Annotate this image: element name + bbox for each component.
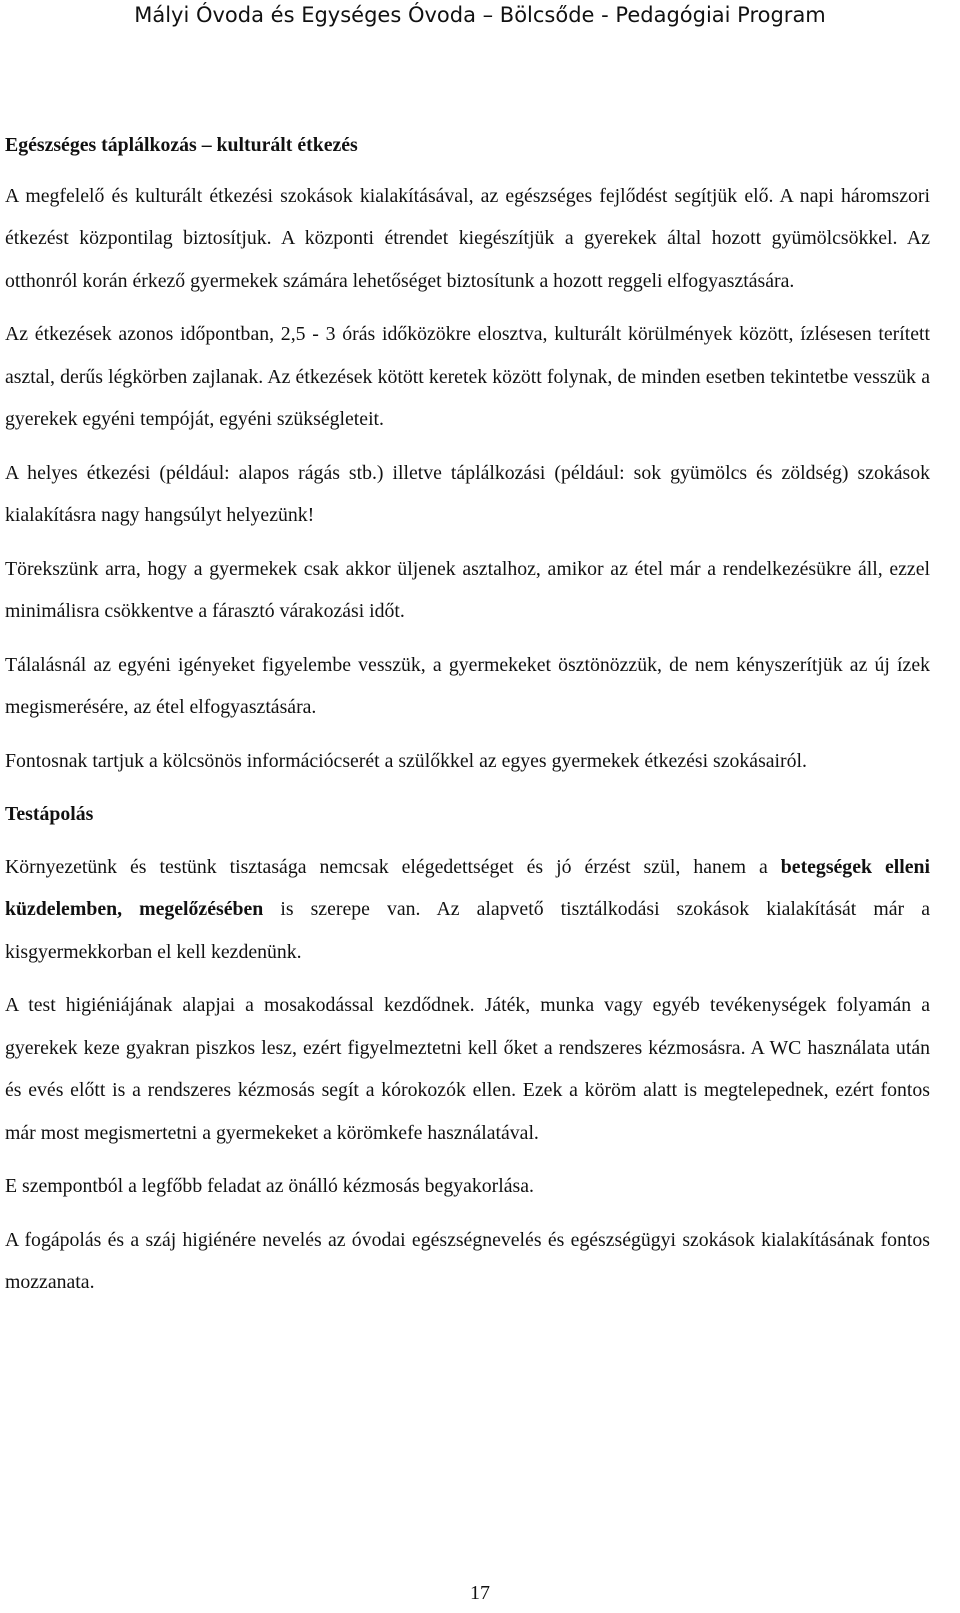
paragraph-text: Környezetünk és testünk tisztasága nemcsak elégedettséget és jó érzést szül, hanem a xyxy=(5,855,781,878)
paragraph: Az étkezések azonos időpontban, 2,5 - 3 órás időközökre elosztva, kulturált körülmények között, ízlésesen terített asztal, derűs légkörben zajlanak. Az étkezések kötött keretek között folynak, de minden esetben tekintetbe vesszük a gyerekek egyéni tempóját, egyéni szükségleteit. xyxy=(5,323,930,430)
paragraph: Fontosnak tartjuk a kölcsönös információcserét a szülőkkel az egyes gyermekek étkezési szokásairól. xyxy=(5,749,807,772)
page-header: Mályi Óvoda és Egységes Óvoda – Bölcsőde - Pedagógiai Program xyxy=(134,3,826,27)
paragraph: A helyes étkezési (például: alapos rágás stb.) illetve táplálkozási (például: sok gyümölcs és zöldség) szokások kialakításra nagy hangsúlyt helyezünk! xyxy=(5,461,930,526)
emphasized-text: betegségek elleni küzdelemben, megelőzésében xyxy=(5,855,930,920)
section-heading-body-care: Testápolás xyxy=(5,803,94,825)
paragraph-with-bold xyxy=(5,846,930,974)
paragraph: A megfelelő és kulturált étkezési szokások kialakításával, az egészséges fejlődést segítjük elő. A napi háromszori étkezést központilag biztosítjuk. A központi étrendet kiegészítjük a gyerekek által hozott gyümölcsökkel. Az otthonról korán érkező gyermekek számára lehetőséget biztosítunk a hozott reggeli elfogyasztására. xyxy=(5,184,930,292)
paragraph: Tálalásnál az egyéni igényeket figyelembe vesszük, a gyermekeket ösztönözzük, de nem kényszerítjük az új ízek megismerésére, az étel elfogyasztására. xyxy=(5,653,930,718)
paragraph-text: is szerepe van. Az alapvető tisztálkodási szokások kialakítását már a kisgyermekkorban el kell kezdenünk. xyxy=(5,898,930,963)
document-body xyxy=(5,124,930,1315)
section-heading-nutrition: Egészséges táplálkozás – kulturált étkezés xyxy=(5,134,358,156)
paragraph: Törekszünk arra, hogy a gyermekek csak akkor üljenek asztalhoz, amikor az étel már a rendelkezésükre áll, ezzel minimálisra csökkentve a fárasztó várakozási időt. xyxy=(5,557,930,622)
paragraph: A test higiéniájának alapjai a mosakodással kezdődnek. Játék, munka vagy egyéb tevékenységek folyamán a gyerekek keze gyakran piszkos lesz, ezért figyelmeztetni kell őket a rendszeres kézmosásra. A WC használata után és evés előtt is a rendszeres kézmosás segít a kórokozók ellen. Ezek a köröm alatt is megtelepednek, ezért fontos már most megismertetni a gyermekeket a körömkefe használatával. xyxy=(5,994,930,1144)
paragraph: A fogápolás és a száj higiénére nevelés az óvodai egészségnevelés és egészségügyi szokások kialakításának fontos mozzanata. xyxy=(5,1228,930,1293)
page-number: 17 xyxy=(470,1582,490,1604)
paragraph: E szempontból a legfőbb feladat az önálló kézmosás begyakorlása. xyxy=(5,1175,534,1197)
